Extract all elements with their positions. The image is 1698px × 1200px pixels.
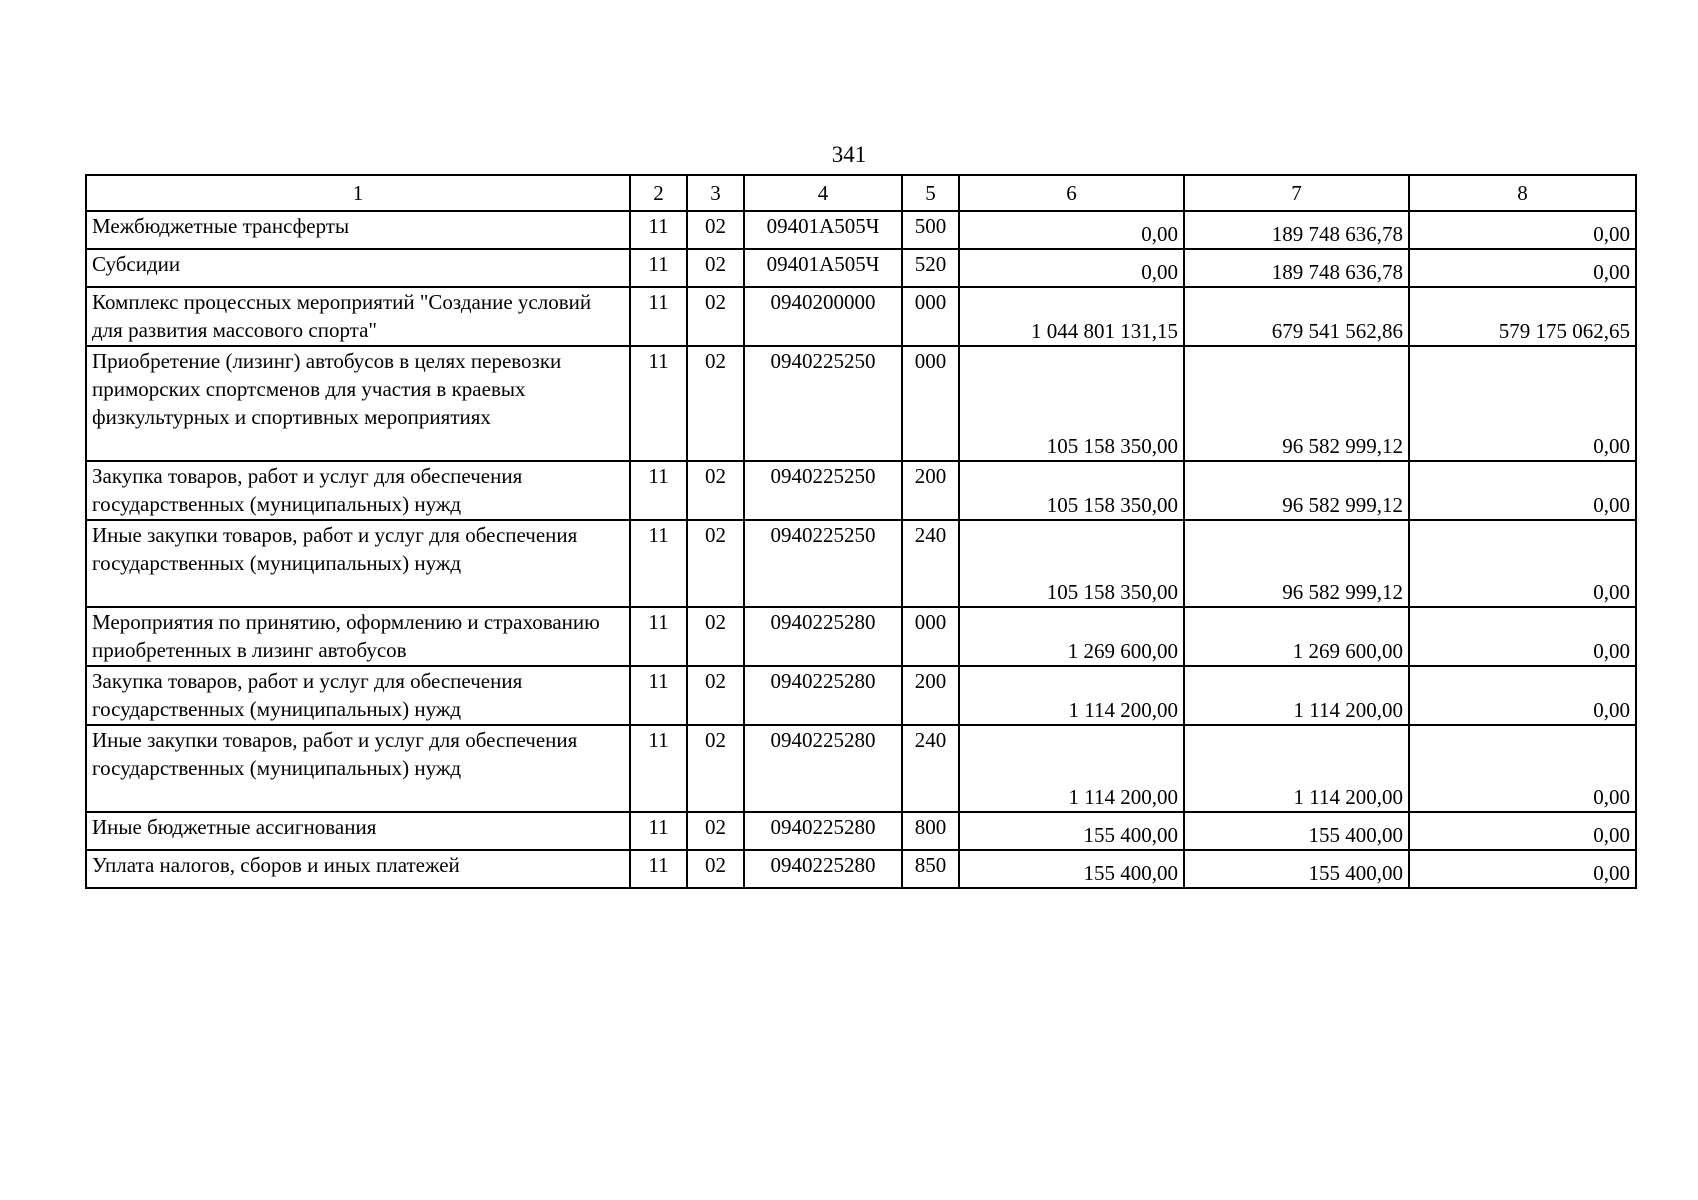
subsection-cell: 02 — [687, 346, 744, 461]
subsection-cell: 02 — [687, 725, 744, 812]
expense-type-cell: 850 — [902, 850, 959, 888]
subsection-cell: 02 — [687, 520, 744, 607]
amount-col7-cell: 189 748 636,78 — [1184, 211, 1409, 249]
table-row — [86, 461, 1636, 520]
expense-name-cell: Иные бюджетные ассигнования — [86, 812, 630, 850]
amount-col8-cell: 0,00 — [1409, 666, 1636, 725]
header-cell: 2 — [630, 175, 687, 211]
table-body — [86, 211, 1636, 888]
expense-name-cell: Межбюджетные трансферты — [86, 211, 630, 249]
amount-col7-cell: 155 400,00 — [1184, 812, 1409, 850]
amount-col6-cell: 1 269 600,00 — [959, 607, 1184, 666]
target-article-cell: 09401A505Ч — [744, 249, 902, 287]
section-cell: 11 — [630, 666, 687, 725]
amount-col8-cell: 0,00 — [1409, 607, 1636, 666]
expense-type-cell: 240 — [902, 725, 959, 812]
amount-col8-cell: 579 175 062,65 — [1409, 287, 1636, 346]
target-article-cell: 0940225280 — [744, 812, 902, 850]
expense-name-cell: Мероприятия по принятию, оформлению и страхованию приобретенных в лизинг автобусов — [86, 607, 630, 666]
subsection-cell: 02 — [687, 607, 744, 666]
section-cell: 11 — [630, 211, 687, 249]
expense-type-cell: 200 — [902, 461, 959, 520]
section-cell: 11 — [630, 607, 687, 666]
amount-col7-cell: 189 748 636,78 — [1184, 249, 1409, 287]
expense-name-cell: Уплата налогов, сборов и иных платежей — [86, 850, 630, 888]
table-row — [86, 346, 1636, 461]
amount-col6-cell: 0,00 — [959, 249, 1184, 287]
amount-col7-cell: 1 114 200,00 — [1184, 666, 1409, 725]
amount-col8-cell: 0,00 — [1409, 211, 1636, 249]
subsection-cell: 02 — [687, 249, 744, 287]
expense-name-cell: Приобретение (лизинг) автобусов в целях перевозки приморских спортсменов для участия в краевых физкультурных и спортивных мероприятиях — [86, 346, 630, 461]
expense-type-cell: 000 — [902, 346, 959, 461]
expense-type-cell: 000 — [902, 607, 959, 666]
amount-col8-cell: 0,00 — [1409, 850, 1636, 888]
amount-col6-cell: 105 158 350,00 — [959, 461, 1184, 520]
table-row — [86, 850, 1636, 888]
subsection-cell: 02 — [687, 850, 744, 888]
header-cell: 5 — [902, 175, 959, 211]
amount-col6-cell: 1 044 801 131,15 — [959, 287, 1184, 346]
subsection-cell: 02 — [687, 287, 744, 346]
section-cell: 11 — [630, 725, 687, 812]
table-row — [86, 211, 1636, 249]
target-article-cell: 0940225250 — [744, 461, 902, 520]
target-article-cell: 0940200000 — [744, 287, 902, 346]
amount-col6-cell: 105 158 350,00 — [959, 520, 1184, 607]
section-cell: 11 — [630, 520, 687, 607]
expense-type-cell: 200 — [902, 666, 959, 725]
header-cell: 4 — [744, 175, 902, 211]
section-cell: 11 — [630, 346, 687, 461]
amount-col8-cell: 0,00 — [1409, 461, 1636, 520]
amount-col6-cell: 1 114 200,00 — [959, 725, 1184, 812]
section-cell: 11 — [630, 287, 687, 346]
header-cell: 7 — [1184, 175, 1409, 211]
expense-type-cell: 000 — [902, 287, 959, 346]
target-article-cell: 0940225250 — [744, 346, 902, 461]
expense-name-cell: Закупка товаров, работ и услуг для обеспечения государственных (муниципальных) нужд — [86, 461, 630, 520]
table-row — [86, 287, 1636, 346]
expense-name-cell: Иные закупки товаров, работ и услуг для обеспечения государственных (муниципальных) нужд — [86, 520, 630, 607]
amount-col7-cell: 96 582 999,12 — [1184, 346, 1409, 461]
header-row — [86, 175, 1636, 211]
target-article-cell: 09401A505Ч — [744, 211, 902, 249]
amount-col7-cell: 96 582 999,12 — [1184, 520, 1409, 607]
table-row — [86, 249, 1636, 287]
expense-type-cell: 800 — [902, 812, 959, 850]
section-cell: 11 — [630, 461, 687, 520]
header-cell: 3 — [687, 175, 744, 211]
expense-type-cell: 520 — [902, 249, 959, 287]
amount-col8-cell: 0,00 — [1409, 249, 1636, 287]
amount-col6-cell: 155 400,00 — [959, 850, 1184, 888]
amount-col6-cell: 0,00 — [959, 211, 1184, 249]
subsection-cell: 02 — [687, 461, 744, 520]
target-article-cell: 0940225280 — [744, 850, 902, 888]
amount-col8-cell: 0,00 — [1409, 346, 1636, 461]
header-cell: 8 — [1409, 175, 1636, 211]
header-cell: 6 — [959, 175, 1184, 211]
subsection-cell: 02 — [687, 666, 744, 725]
expense-name-cell: Иные закупки товаров, работ и услуг для обеспечения государственных (муниципальных) нужд — [86, 725, 630, 812]
target-article-cell: 0940225280 — [744, 725, 902, 812]
table-row — [86, 607, 1636, 666]
section-cell: 11 — [630, 812, 687, 850]
amount-col8-cell: 0,00 — [1409, 520, 1636, 607]
amount-col7-cell: 155 400,00 — [1184, 850, 1409, 888]
amount-col8-cell: 0,00 — [1409, 812, 1636, 850]
table-row — [86, 725, 1636, 812]
budget-table — [85, 174, 1637, 889]
target-article-cell: 0940225280 — [744, 666, 902, 725]
table-row — [86, 520, 1636, 607]
expense-type-cell: 500 — [902, 211, 959, 249]
subsection-cell: 02 — [687, 211, 744, 249]
section-cell: 11 — [630, 850, 687, 888]
amount-col6-cell: 1 114 200,00 — [959, 666, 1184, 725]
table-header — [86, 175, 1636, 211]
amount-col6-cell: 155 400,00 — [959, 812, 1184, 850]
expense-type-cell: 240 — [902, 520, 959, 607]
target-article-cell: 0940225280 — [744, 607, 902, 666]
amount-col7-cell: 1 269 600,00 — [1184, 607, 1409, 666]
amount-col7-cell: 679 541 562,86 — [1184, 287, 1409, 346]
expense-name-cell: Субсидии — [86, 249, 630, 287]
page-number: 341 — [831, 142, 867, 167]
target-article-cell: 0940225250 — [744, 520, 902, 607]
header-cell: 1 — [86, 175, 630, 211]
expense-name-cell: Комплекс процессных мероприятий "Создание условий для развития массового спорта" — [86, 287, 630, 346]
subsection-cell: 02 — [687, 812, 744, 850]
amount-col6-cell: 105 158 350,00 — [959, 346, 1184, 461]
table-row — [86, 812, 1636, 850]
expense-name-cell: Закупка товаров, работ и услуг для обеспечения государственных (муниципальных) нужд — [86, 666, 630, 725]
table-row — [86, 666, 1636, 725]
section-cell: 11 — [630, 249, 687, 287]
amount-col7-cell: 96 582 999,12 — [1184, 461, 1409, 520]
amount-col7-cell: 1 114 200,00 — [1184, 725, 1409, 812]
amount-col8-cell: 0,00 — [1409, 725, 1636, 812]
